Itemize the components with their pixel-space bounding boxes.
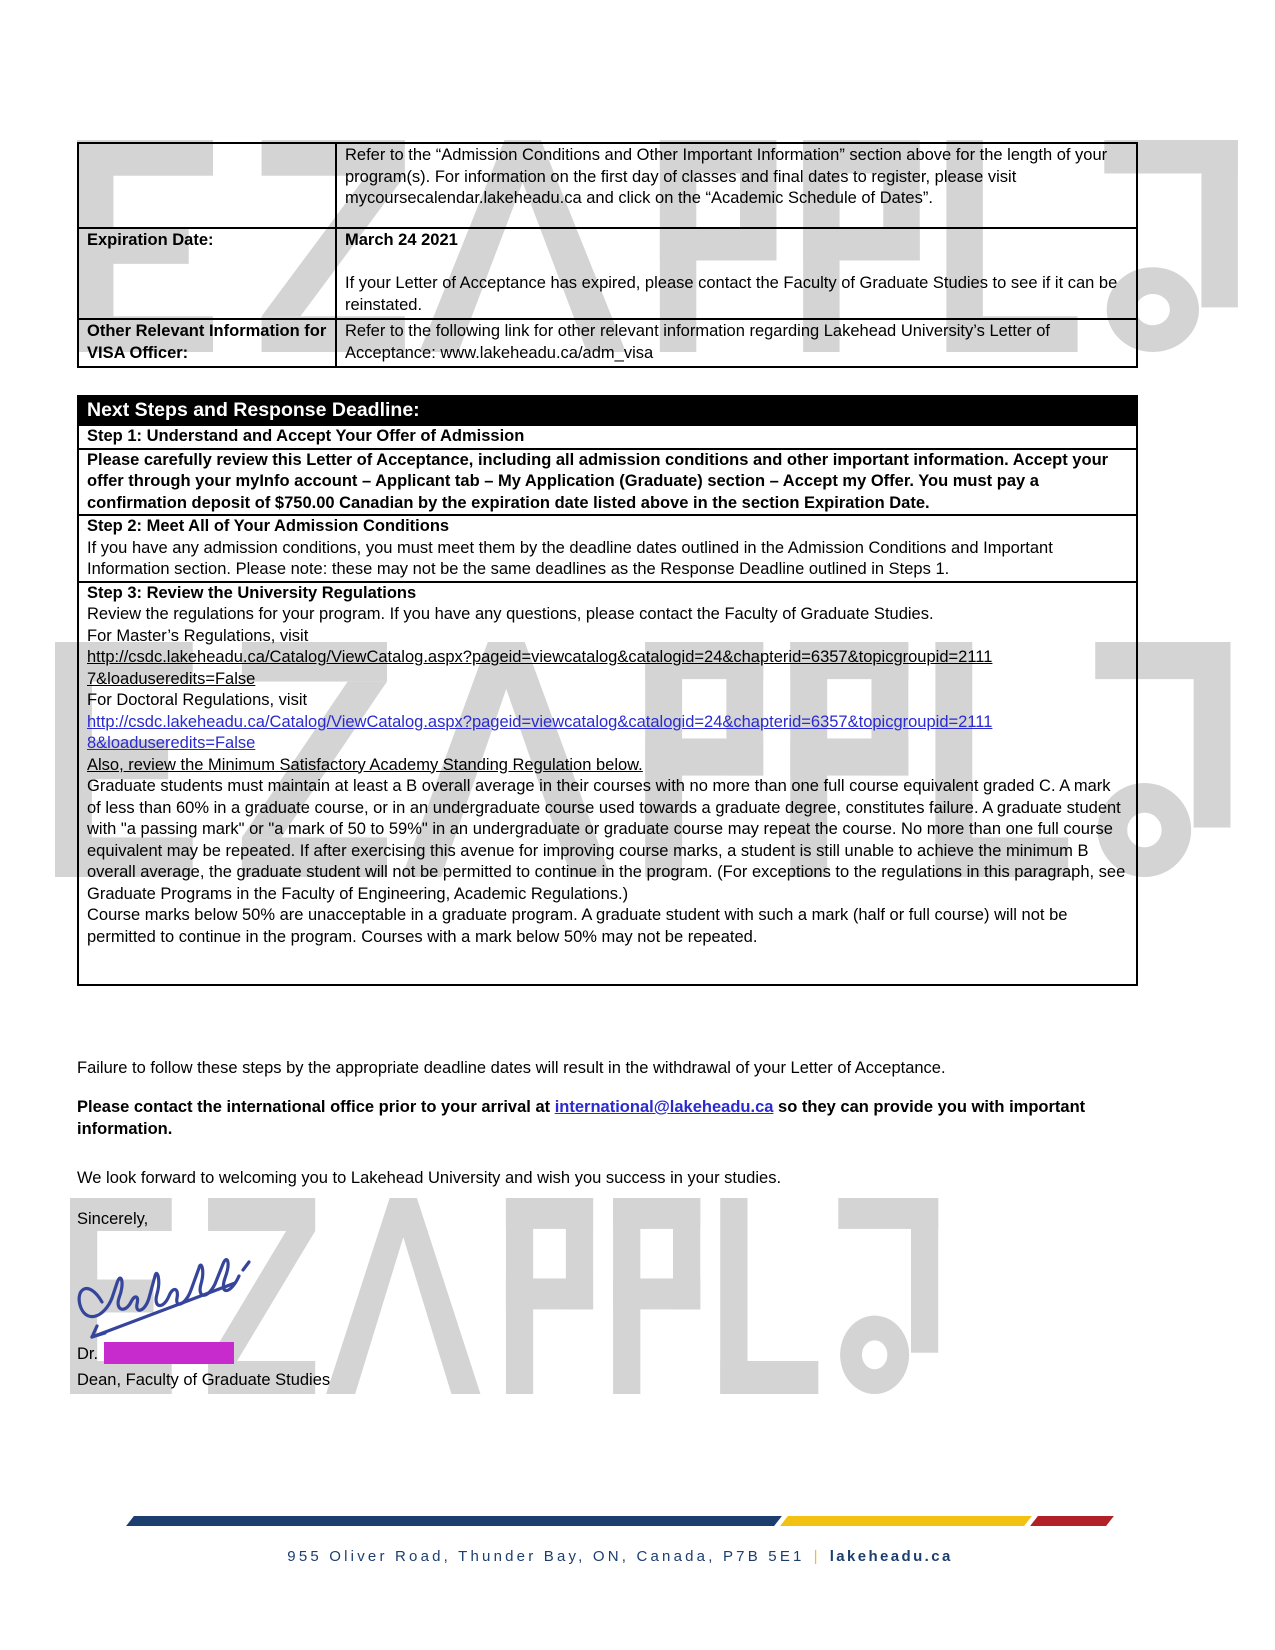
visa-info-table xyxy=(77,142,1138,368)
table-row xyxy=(78,319,1137,367)
regulation-paragraph: Graduate students must maintain at least a B overall average in their courses with no more than one full course equivalent graded C. A mark of less than 60% in a graduate course, or in an undergraduate course used towards a graduate degree, constitutes failure. A graduate student with "a passing mark" or "a mark of 50 to 59%" in an undergraduate or graduate course may repeat the course. No more than one full course equivalent may be repeated. If after exercising this avenue for improving course marks, a student is still unable to achieve the minimum B overall average, the graduate student will not be permitted to continue in the program. (For exceptions to the regulations in this paragraph, see Graduate Programs in the Faculty of Engineering, Academic Regulations.) xyxy=(87,777,1126,903)
table-row xyxy=(78,228,1137,319)
row-label: Expiration Date: xyxy=(78,228,336,319)
letter-body xyxy=(77,142,1138,986)
doctoral-regulations-link-wrap xyxy=(87,712,1128,755)
step2-title: Step 2: Meet All of Your Admission Conditions xyxy=(87,517,450,535)
table-row xyxy=(78,143,1137,228)
signer-name-line xyxy=(77,1342,1138,1366)
footer-stripe-navy xyxy=(126,1516,782,1526)
step1-body: Please carefully review this Letter of Acceptance, including all admission conditions and other important information. Accept your offer through your myInfo account – Applicant tab – My Application (Graduate) section – Accept my Offer. You must pay a confirmation deposit of $750.00 Canadian by the expiration date listed above in the section Expiration Date. xyxy=(79,448,1136,515)
international-email-link[interactable]: international@lakeheadu.ca xyxy=(554,1098,774,1116)
footer-website-link[interactable]: lakeheadu.ca xyxy=(829,1548,953,1565)
welcome-line: We look forward to welcoming you to Lakehead University and wish you success in your studies. xyxy=(77,1169,782,1187)
doctoral-regulations-link[interactable] xyxy=(87,713,992,753)
row-content: Refer to the “Admission Conditions and Other Important Information” section above for the length of your program(s). For information on the first day of classes and final dates to register, please visit mycoursecalendar.lakeheadu.ca and click on the “Academic Schedule of Dates”. xyxy=(336,143,1137,228)
footer-stripe xyxy=(126,1516,1114,1526)
next-steps-table xyxy=(77,395,1138,986)
footer-address-line xyxy=(130,1546,1110,1568)
redacted-name xyxy=(104,1342,234,1364)
next-steps-header: Next Steps and Response Deadline: xyxy=(79,397,1136,424)
masters-regulations-label: For Master’s Regulations, visit xyxy=(87,626,309,645)
row-content: Refer to the following link for other relevant information regarding Lakehead University’s Letter of Acceptance: www.lakeheadu.ca/adm_visa xyxy=(336,319,1137,367)
step2-section xyxy=(79,514,1136,581)
footer-address: 955 Oliver Road, Thunder Bay, ON, Canada, P7B 5E1 xyxy=(287,1548,805,1565)
link-line: 8&loaduseredits=False xyxy=(87,734,256,752)
expiration-date-value: March 24 2021 xyxy=(345,231,458,249)
contact-text: Please contact the international office prior to your arrival at xyxy=(77,1098,555,1116)
link-line: 7&loaduseredits=False xyxy=(87,669,256,688)
also-review-note: Also, review the Minimum Satisfactory Academy Standing Regulation below. xyxy=(87,755,643,774)
step2-body: If you have any admission conditions, you must meet them by the deadline dates outlined in the Admission Conditions and Important Information section. Please note: these may not be the same deadlines as the Response Deadline outlined in Steps 1. xyxy=(87,538,1053,578)
link-line: http://csdc.lakeheadu.ca/Catalog/ViewCatalog.aspx?pageid=viewcatalog&catalogid=24&chapterid=6357&topicgroupid=2111 xyxy=(87,712,993,731)
footer-stripe-gold xyxy=(780,1516,1032,1526)
row-content xyxy=(336,228,1137,319)
step1-title: Step 1: Understand and Accept Your Offer of Admission xyxy=(79,424,1136,448)
failure-warning: Failure to follow these steps by the appropriate deadline dates will result in the withdrawal of your Letter of Acceptance. xyxy=(77,1059,946,1077)
regulation-paragraph: Course marks below 50% are unacceptable in a graduate program. A graduate student with such a mark (half or full course) will not be permitted to continue in the program. Courses with a mark below 50% may not be repeated. xyxy=(87,906,1068,946)
signer-title: Dean, Faculty of Graduate Studies xyxy=(77,1371,331,1389)
row-label xyxy=(78,143,336,228)
signer-prefix: Dr. xyxy=(77,1345,99,1363)
doctoral-regulations-label: For Doctoral Regulations, visit xyxy=(87,691,308,709)
sincerely-line: Sincerely, xyxy=(77,1210,149,1228)
footer-separator: | xyxy=(813,1548,821,1565)
link-line: http://csdc.lakeheadu.ca/Catalog/ViewCatalog.aspx?pageid=viewcatalog&catalogid=24&chapterid=6357&topicgroupid=2111 xyxy=(87,648,993,666)
signature-image xyxy=(72,1240,262,1345)
masters-regulations-link-wrap xyxy=(87,647,1128,690)
row-label: Other Relevant Information for VISA Officer: xyxy=(78,319,336,367)
international-contact xyxy=(77,1097,1138,1140)
masters-regulations-link[interactable] xyxy=(87,648,992,688)
blank-line xyxy=(345,252,1128,274)
step3-section xyxy=(79,581,1136,985)
contact-text: so they can provide you with important information. xyxy=(77,1098,1086,1138)
step3-intro: Review the regulations for your program. If you have any questions, please contact the Faculty of Graduate Studies. xyxy=(87,605,934,623)
footer-stripe-red xyxy=(1030,1516,1114,1526)
step3-title: Step 3: Review the University Regulations xyxy=(87,583,417,602)
expiration-note: If your Letter of Acceptance has expired, please contact the Faculty of Graduate Studies to see if it can be reinstated. xyxy=(345,274,1118,314)
